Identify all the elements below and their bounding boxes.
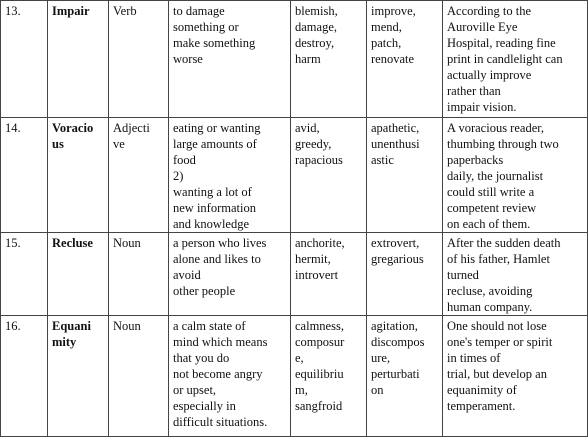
vocab-word: Recluse (48, 233, 109, 316)
example-sentence: After the sudden death of his father, Hamlet turned recluse, avoiding human company. (443, 233, 588, 316)
example-sentence: One should not lose one's temper or spirit in times of trial, but develop an equanimity of temperament. (443, 316, 588, 437)
synonyms: calmness, composur e, equilibriu m, sangfroid (291, 316, 367, 437)
row-number: 14. (1, 118, 48, 233)
synonyms: avid, greedy, rapacious (291, 118, 367, 233)
word-meaning: a person who lives alone and likes to avoid other people (169, 233, 291, 316)
antonyms: apathetic, unenthusi astic (367, 118, 443, 233)
example-sentence: A voracious reader, thumbing through two paperbacks daily, the journalist could still write a competent review on each of them. (443, 118, 588, 233)
example-sentence: According to the Auroville Eye Hospital, reading fine print in candlelight can actually improve rather than impair vision. (443, 1, 588, 118)
word-meaning: to damage something or make something worse (169, 1, 291, 118)
part-of-speech: Noun (109, 316, 169, 437)
row-number: 16. (1, 316, 48, 437)
vocab-word: Voracio us (48, 118, 109, 233)
vocab-word: Impair (48, 1, 109, 118)
part-of-speech: Adjecti ve (109, 118, 169, 233)
table-row (1, 316, 588, 437)
part-of-speech: Noun (109, 233, 169, 316)
word-meaning: eating or wanting large amounts of food 2) wanting a lot of new information and knowledge (169, 118, 291, 233)
table-row (1, 1, 588, 118)
antonyms: agitation, discompos ure, perturbati on (367, 316, 443, 437)
row-number: 13. (1, 1, 48, 118)
table-row (1, 233, 588, 316)
vocab-word: Equani mity (48, 316, 109, 437)
antonyms: extrovert, gregarious (367, 233, 443, 316)
synonyms: blemish, damage, destroy, harm (291, 1, 367, 118)
table-row (1, 118, 588, 233)
part-of-speech: Verb (109, 1, 169, 118)
row-number: 15. (1, 233, 48, 316)
synonyms: anchorite, hermit, introvert (291, 233, 367, 316)
word-meaning: a calm state of mind which means that you do not become angry or upset, especially in difficult situations. (169, 316, 291, 437)
antonyms: improve, mend, patch, renovate (367, 1, 443, 118)
